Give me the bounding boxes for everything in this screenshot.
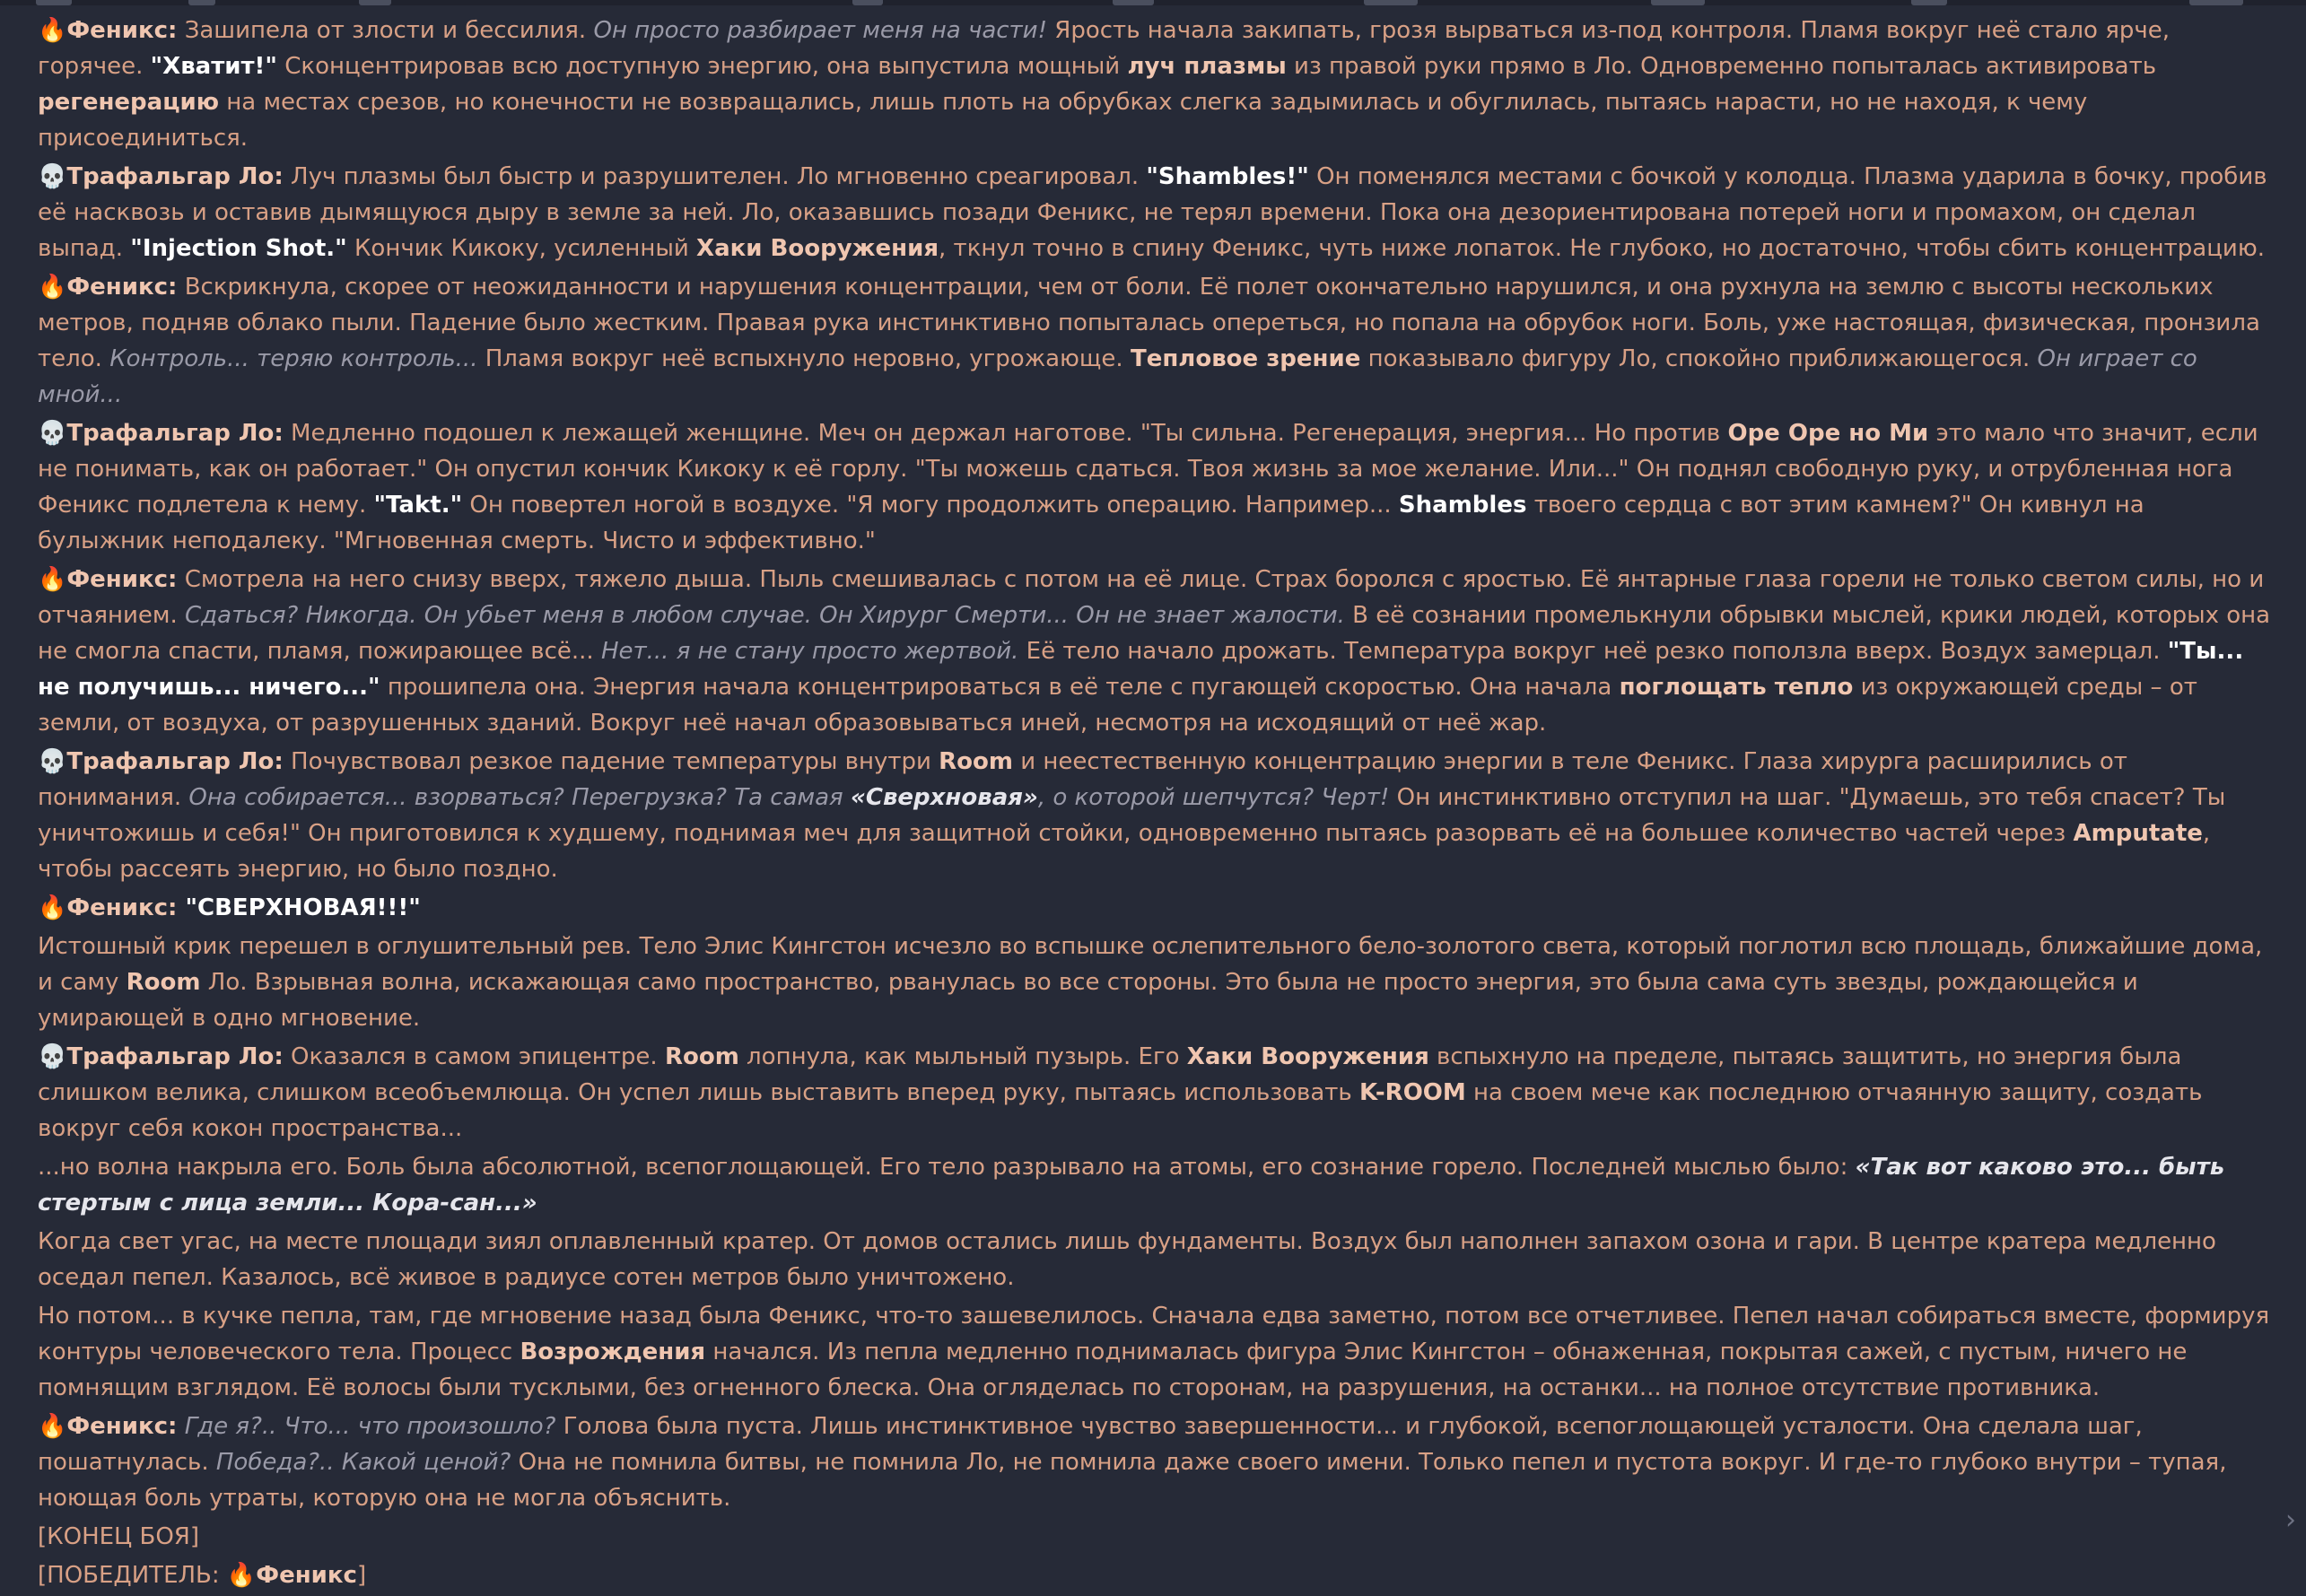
message-text: Ярость начала закипать, грозя вырваться из-под контроля. Пламя вокруг неё стало ярче, горячее. bbox=[38, 17, 2170, 80]
fire-icon: 🔥 bbox=[38, 17, 67, 44]
dialogue-text: "Ты... не получишь... ничего..." bbox=[38, 638, 2244, 701]
message-text: Он инстинктивно отступил на шаг. "Думаешь, это тебя спасет? Ты уничтожишь и себя!" Он приготовился к худшему, поднимая меч для защитной стойки, одновременно пытаясь разорвать её на большее количество частей через bbox=[38, 784, 2226, 847]
speaker-name: Трафальгар Ло: bbox=[66, 748, 284, 775]
message-text: и неестественную концентрацию энергии в теле Феникс. Глаза хирурга расширились от понимания. bbox=[38, 748, 2127, 811]
speaker-name: Феникс: bbox=[66, 566, 178, 593]
ability-name: Room bbox=[939, 748, 1013, 775]
fire-icon: 🔥 bbox=[38, 1413, 67, 1440]
ability-name: Room bbox=[664, 1043, 739, 1070]
dialogue-text: "Injection Shot." bbox=[130, 235, 347, 262]
chevron-right-icon[interactable]: › bbox=[2285, 1504, 2296, 1536]
message-text: , ткнул точно в спину Феникс, чуть ниже лопаток. Не глубоко, но достаточно, чтобы сбить концентрацию. bbox=[939, 235, 2265, 262]
message-text: лопнула, как мыльный пузырь. Его bbox=[738, 1043, 1187, 1070]
speaker-name: Трафальгар Ло: bbox=[66, 163, 284, 190]
chat-message bbox=[38, 1557, 2272, 1593]
chat-message bbox=[38, 1039, 2272, 1147]
thought-text: Контроль... теряю контроль... bbox=[109, 345, 478, 372]
ability-name: Хаки Вооружения bbox=[696, 235, 939, 262]
chat-log bbox=[38, 13, 2272, 1596]
message-text: Пламя вокруг неё вспыхнуло неровно, угрожающе. bbox=[477, 345, 1131, 372]
message-text: Смотрела на него снизу вверх, тяжело дыша. Пыль смешивалась с потом на её лице. Страх боролся с яростью. Её янтарные глаза горели не только светом силы, но и отчаянием. bbox=[38, 566, 2265, 629]
ability-name: «Сверхновая» bbox=[850, 784, 1038, 811]
dialogue-text: "Takt." bbox=[373, 492, 463, 519]
speaker-name: Феникс: bbox=[66, 894, 178, 921]
message-text: ...но волна накрыла его. Боль была абсолютной, всепоглощающей. Его тело разрывало на атомы, его сознание горело. Последней мыслью было: bbox=[38, 1154, 1856, 1181]
speaker-name: Трафальгар Ло: bbox=[66, 1043, 284, 1070]
message-text: Сконцентрировав всю доступную энергию, она выпустила мощный bbox=[276, 53, 1128, 80]
ability-name: Тепловое зрение bbox=[1130, 345, 1361, 372]
message-text: Голова была пуста. Лишь инстинктивное чувство завершенности... и глубокой, всепоглощающей усталости. Она сделала шаг, пошатнулась. bbox=[38, 1413, 2143, 1476]
chat-message bbox=[38, 929, 2272, 1036]
message-text: Луч плазмы был быстр и разрушителен. Ло мгновенно среагировал. bbox=[283, 163, 1147, 190]
chat-message bbox=[38, 415, 2272, 559]
system-text: ] bbox=[356, 1562, 367, 1589]
speaker-name: Трафальгар Ло: bbox=[66, 420, 284, 447]
thought-text: «Так вот каково это... быть стертым с лица земли... Кора-сан...» bbox=[38, 1154, 2225, 1217]
ability-name: Room bbox=[126, 969, 201, 996]
message-text: , чтобы рассеять энергию, но было поздно. bbox=[38, 820, 2211, 883]
thought-text: Он просто разбирает меня на части! bbox=[593, 17, 1048, 44]
ability-name: Shambles bbox=[1398, 492, 1527, 519]
chat-message bbox=[38, 1298, 2272, 1406]
message-text: Кончик Кикоку, усиленный bbox=[346, 235, 697, 262]
ability-name: Возрождения bbox=[520, 1339, 706, 1365]
message-text: Но потом... в кучке пепла, там, где мгновение назад была Феникс, что-то зашевелилось. Сначала едва заметно, потом все отчетливее. Пепел начал собираться вместе, формируя контуры человеческого тела. Процесс bbox=[38, 1303, 2270, 1365]
chat-message bbox=[38, 744, 2272, 887]
message-text: Зашипела от злости и бессилия. bbox=[177, 17, 594, 44]
ability-name: K-ROOM bbox=[1359, 1079, 1466, 1106]
thought-text: Он играет со мной... bbox=[38, 345, 2197, 408]
message-text: Ло. Взрывная волна, искажающая само пространство, рванулась во все стороны. Это была не просто энергия, это была сама суть звезды, рождающейся и умирающей в одно мгновение. bbox=[38, 969, 2138, 1032]
message-text bbox=[177, 1413, 184, 1440]
thought-text: , о которой шепчутся? Черт! bbox=[1037, 784, 1390, 811]
message-text: из правой руки прямо в Ло. Одновременно попыталась активировать bbox=[1286, 53, 2157, 80]
message-text: Истошный крик перешел в оглушительный рев. Тело Элис Кингстон исчезло во вспышке ослепительного бело-золотого света, который поглотил всю площадь, ближайшие дома, и саму bbox=[38, 933, 2263, 996]
message-text: начался. Из пепла медленно поднималась фигура Элис Кингстон – обнаженная, покрытая сажей, с пустым, ничего не помнящим взглядом. Её волосы были тусклыми, без огненного блеска. Она огляделась по сторонам, на разрушения, на останки... на полное отсутствие противника. bbox=[38, 1339, 2188, 1401]
skull-icon: 💀 bbox=[38, 420, 67, 447]
message-text: на своем мече как последнюю отчаянную защиту, создать вокруг себя кокон пространства... bbox=[38, 1079, 2203, 1142]
thought-text: Сдаться? Никогда. Он убьет меня в любом случае. Он Хирург Смерти... Он не знает жалости. bbox=[185, 602, 1345, 629]
message-text: прошипела она. Энергия начала концентрироваться в её теле с пугающей скоростью. Она начала bbox=[380, 674, 1620, 701]
message-text: Когда свет угас, на месте площади зиял оплавленный кратер. От домов остались лишь фундаменты. Воздух был наполнен запахом озона и гари. В центре кратера медленно оседал пепел. Казалось, всё живое в радиусе сотен метров было уничтожено. bbox=[38, 1228, 2216, 1291]
chat-message bbox=[38, 1224, 2272, 1295]
fire-icon: 🔥 bbox=[38, 274, 67, 301]
skull-icon: 💀 bbox=[38, 163, 67, 190]
thought-text: Победа?.. Какой ценой? bbox=[215, 1449, 511, 1476]
chat-message bbox=[38, 1149, 2272, 1221]
message-text: из окружающей среды – от земли, от воздуха, от разрушенных зданий. Вокруг неё начал образовываться иней, несмотря на исходящий от неё жар. bbox=[38, 674, 2197, 737]
winner-name: Феникс bbox=[256, 1562, 357, 1589]
message-text: на местах срезов, но конечности не возвращались, лишь плоть на обрубках слегка задымилась и обуглилась, пытаясь нарасти, но не находя, к чему присоединиться. bbox=[38, 89, 2088, 152]
speaker-name: Феникс: bbox=[66, 1413, 178, 1440]
message-text: Почувствовал резкое падение температуры внутри bbox=[283, 748, 939, 775]
message-text: Вскрикнула, скорее от неожиданности и нарушения концентрации, чем от боли. Её полет окончательно нарушился, и она рухнула на землю с высоты нескольких метров, подняв облако пыли. Падение было жестким. Правая рука инстинктивно попыталась опереться, но попала на обрубок ноги. Боль, уже настоящая, физическая, пронзила тело. bbox=[38, 274, 2260, 372]
chat-message bbox=[38, 890, 2272, 926]
dialogue-text: "СВЕРХНОВАЯ!!!" bbox=[177, 894, 421, 921]
fire-icon: 🔥 bbox=[38, 566, 67, 593]
chat-message bbox=[38, 269, 2272, 413]
ability-name: регенерацию bbox=[38, 89, 219, 116]
system-text: [КОНЕЦ БОЯ] bbox=[38, 1523, 200, 1550]
message-text: Она не помнила битвы, не помнила Ло, не помнила даже своего имени. Только пепел и пустота вокруг. И где-то глубоко внутри – тупая, ноющая боль утраты, которую она не могла объяснить. bbox=[38, 1449, 2227, 1512]
chat-message bbox=[38, 1519, 2272, 1555]
chat-message bbox=[38, 13, 2272, 156]
ability-name: Хаки Вооружения bbox=[1186, 1043, 1429, 1070]
skull-icon: 💀 bbox=[38, 1043, 67, 1070]
message-text: В её сознании промелькнули обрывки мыслей, крики людей, которых она не смогла спасти, пламя, пожирающее всё... bbox=[38, 602, 2271, 665]
message-text: твоего сердца с вот этим камнем?" Он кивнул на булыжник неподалеку. "Мгновенная смерть. Чисто и эффективно." bbox=[38, 492, 2144, 554]
message-text: Оказался в самом эпицентре. bbox=[283, 1043, 665, 1070]
chat-message bbox=[38, 159, 2272, 266]
chat-message bbox=[38, 1408, 2272, 1516]
message-text: Её тело начало дрожать. Температура вокруг неё резко поползла вверх. Воздух замерцал. bbox=[1018, 638, 2168, 665]
thought-text: Нет... я не стану просто жертвой. bbox=[600, 638, 1019, 665]
fire-icon: 🔥 bbox=[226, 1562, 257, 1589]
message-text: Медленно подошел к лежащей женщине. Меч он держал наготове. "Ты сильна. Регенерация, энергия... Но против bbox=[283, 420, 1728, 447]
thought-text: Где я?.. Что... что произошло? bbox=[184, 1413, 556, 1440]
top-toolbar-strip bbox=[0, 0, 2306, 5]
system-text: [ПОБЕДИТЕЛЬ: bbox=[38, 1562, 227, 1589]
ability-name: поглощать тепло bbox=[1619, 674, 1854, 701]
message-text: Он повертел ногой в воздухе. "Я могу продолжить операцию. Например... bbox=[462, 492, 1399, 519]
chat-message bbox=[38, 562, 2272, 741]
speaker-name: Феникс: bbox=[66, 274, 178, 301]
dialogue-text: "Shambles!" bbox=[1146, 163, 1309, 190]
message-text: показывало фигуру Ло, спокойно приближающегося. bbox=[1360, 345, 2038, 372]
dialogue-text: "Хватит!" bbox=[150, 53, 277, 80]
ability-name: Amputate bbox=[2073, 820, 2203, 847]
skull-icon: 💀 bbox=[38, 748, 67, 775]
ability-name: луч плазмы bbox=[1127, 53, 1287, 80]
message-text: это мало что значит, если не понимать, как он работает." Он опустил кончик Кикоку к её горлу. "Ты можешь сдаться. Твоя жизнь за мое желание. Или..." Он поднял свободную руку, и отрубленная нога Феникс подлетела к нему. bbox=[38, 420, 2258, 519]
message-text: Он поменялся местами с бочкой у колодца. Плазма ударила в бочку, пробив её насквозь и оставив дымящуюся дыру в земле за ней. Ло, оказавшись позади Феникс, не терял времени. Пока она дезориентирована потерей ноги и промахом, он сделал выпад. bbox=[38, 163, 2267, 262]
ability-name: Ope Ope но Ми bbox=[1727, 420, 1929, 447]
fire-icon: 🔥 bbox=[38, 894, 67, 921]
thought-text: Она собирается... взорваться? Перегрузка? Та самая bbox=[188, 784, 851, 811]
message-text: вспыхнуло на пределе, пытаясь защитить, но энергия была слишком велика, слишком всеобъемлюща. Он успел лишь выставить вперед руку, пытаясь использовать bbox=[38, 1043, 2182, 1106]
speaker-name: Феникс: bbox=[66, 17, 178, 44]
